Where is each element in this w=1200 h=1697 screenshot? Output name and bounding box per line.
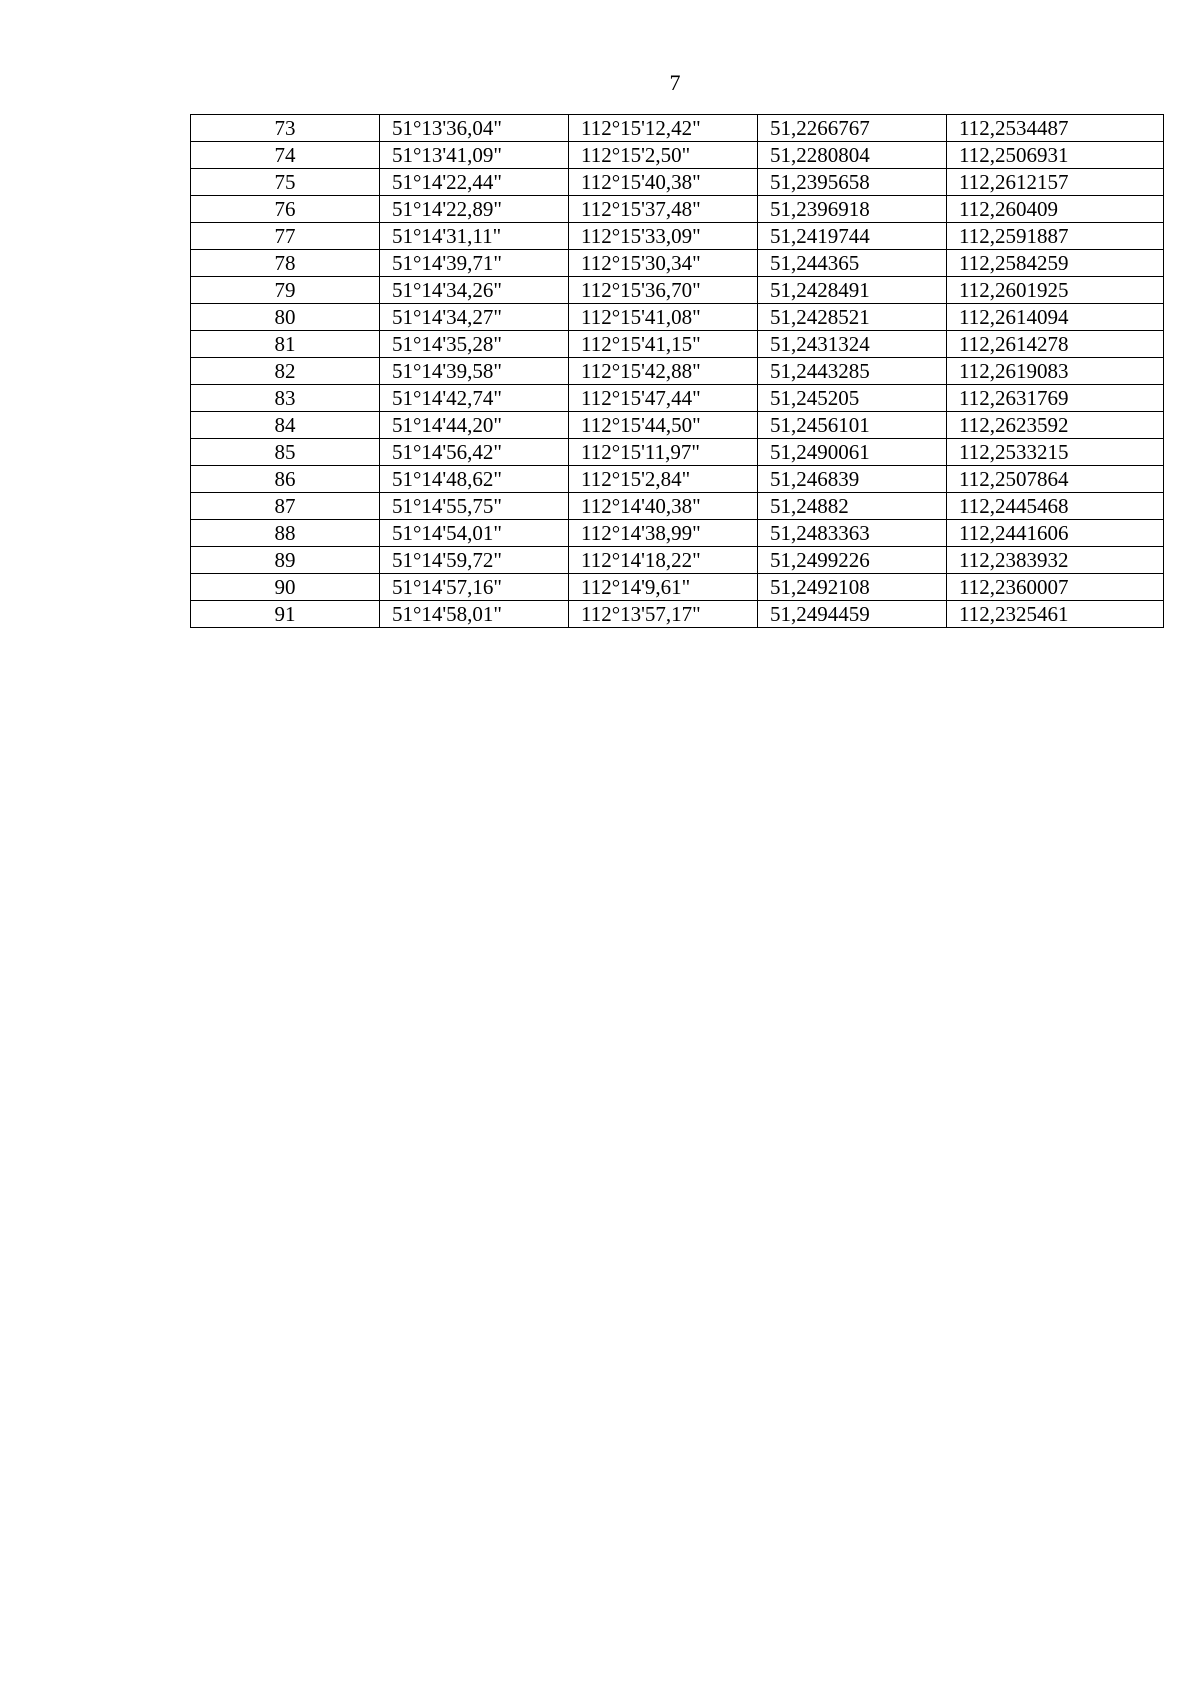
latitude-dms-cell: 51°14'59,72" — [380, 547, 569, 574]
point-number-cell: 87 — [191, 493, 380, 520]
latitude-decimal-cell: 51,2431324 — [758, 331, 947, 358]
point-number-cell: 74 — [191, 142, 380, 169]
longitude-dms-cell: 112°15'37,48" — [569, 196, 758, 223]
coordinates-table — [190, 114, 1164, 628]
point-number-cell: 73 — [191, 115, 380, 142]
longitude-decimal-cell: 112,2383932 — [947, 547, 1164, 574]
longitude-dms-cell: 112°14'18,22" — [569, 547, 758, 574]
latitude-decimal-cell: 51,2492108 — [758, 574, 947, 601]
point-number-cell: 82 — [191, 358, 380, 385]
table-row — [191, 115, 1164, 142]
table-row — [191, 196, 1164, 223]
table-row — [191, 304, 1164, 331]
latitude-dms-cell: 51°14'34,26" — [380, 277, 569, 304]
longitude-dms-cell: 112°15'42,88" — [569, 358, 758, 385]
latitude-decimal-cell: 51,2428491 — [758, 277, 947, 304]
table-row — [191, 574, 1164, 601]
latitude-dms-cell: 51°14'55,75" — [380, 493, 569, 520]
longitude-dms-cell: 112°14'38,99" — [569, 520, 758, 547]
latitude-dms-cell: 51°13'41,09" — [380, 142, 569, 169]
page-number: 7 — [669, 70, 681, 95]
longitude-decimal-cell: 112,2591887 — [947, 223, 1164, 250]
longitude-dms-cell: 112°14'9,61" — [569, 574, 758, 601]
table-row — [191, 493, 1164, 520]
table-row — [191, 412, 1164, 439]
longitude-decimal-cell: 112,2623592 — [947, 412, 1164, 439]
latitude-decimal-cell: 51,2396918 — [758, 196, 947, 223]
latitude-decimal-cell: 51,2483363 — [758, 520, 947, 547]
point-number-cell: 80 — [191, 304, 380, 331]
latitude-dms-cell: 51°13'36,04" — [380, 115, 569, 142]
latitude-dms-cell: 51°14'22,89" — [380, 196, 569, 223]
longitude-decimal-cell: 112,2584259 — [947, 250, 1164, 277]
point-number-cell: 76 — [191, 196, 380, 223]
longitude-decimal-cell: 112,2601925 — [947, 277, 1164, 304]
longitude-dms-cell: 112°15'2,50" — [569, 142, 758, 169]
latitude-decimal-cell: 51,245205 — [758, 385, 947, 412]
table-row — [191, 547, 1164, 574]
table-row — [191, 601, 1164, 628]
point-number-cell: 84 — [191, 412, 380, 439]
latitude-dms-cell: 51°14'39,71" — [380, 250, 569, 277]
point-number-cell: 91 — [191, 601, 380, 628]
point-number-cell: 85 — [191, 439, 380, 466]
point-number-cell: 88 — [191, 520, 380, 547]
latitude-decimal-cell: 51,2456101 — [758, 412, 947, 439]
point-number-cell: 79 — [191, 277, 380, 304]
longitude-decimal-cell: 112,2534487 — [947, 115, 1164, 142]
longitude-dms-cell: 112°14'40,38" — [569, 493, 758, 520]
latitude-decimal-cell: 51,2266767 — [758, 115, 947, 142]
latitude-dms-cell: 51°14'54,01" — [380, 520, 569, 547]
latitude-decimal-cell: 51,2490061 — [758, 439, 947, 466]
table-row — [191, 466, 1164, 493]
point-number-cell: 77 — [191, 223, 380, 250]
table-row — [191, 277, 1164, 304]
latitude-decimal-cell: 51,2419744 — [758, 223, 947, 250]
longitude-dms-cell: 112°15'44,50" — [569, 412, 758, 439]
latitude-decimal-cell: 51,2395658 — [758, 169, 947, 196]
longitude-dms-cell: 112°15'36,70" — [569, 277, 758, 304]
latitude-dms-cell: 51°14'39,58" — [380, 358, 569, 385]
longitude-dms-cell: 112°15'47,44" — [569, 385, 758, 412]
latitude-dms-cell: 51°14'44,20" — [380, 412, 569, 439]
longitude-decimal-cell: 112,2612157 — [947, 169, 1164, 196]
table-row — [191, 142, 1164, 169]
table-row — [191, 250, 1164, 277]
longitude-decimal-cell: 112,2325461 — [947, 601, 1164, 628]
longitude-decimal-cell: 112,2614278 — [947, 331, 1164, 358]
longitude-decimal-cell: 112,2614094 — [947, 304, 1164, 331]
longitude-decimal-cell: 112,2441606 — [947, 520, 1164, 547]
latitude-dms-cell: 51°14'35,28" — [380, 331, 569, 358]
longitude-decimal-cell: 112,260409 — [947, 196, 1164, 223]
longitude-dms-cell: 112°15'41,15" — [569, 331, 758, 358]
longitude-dms-cell: 112°15'40,38" — [569, 169, 758, 196]
table-row — [191, 331, 1164, 358]
point-number-cell: 81 — [191, 331, 380, 358]
latitude-dms-cell: 51°14'56,42" — [380, 439, 569, 466]
latitude-dms-cell: 51°14'48,62" — [380, 466, 569, 493]
longitude-decimal-cell: 112,2445468 — [947, 493, 1164, 520]
longitude-dms-cell: 112°15'11,97" — [569, 439, 758, 466]
latitude-decimal-cell: 51,244365 — [758, 250, 947, 277]
latitude-dms-cell: 51°14'57,16" — [380, 574, 569, 601]
longitude-dms-cell: 112°13'57,17" — [569, 601, 758, 628]
table-row — [191, 358, 1164, 385]
point-number-cell: 83 — [191, 385, 380, 412]
table-row — [191, 385, 1164, 412]
longitude-decimal-cell: 112,2619083 — [947, 358, 1164, 385]
coordinates-table-body — [191, 115, 1164, 628]
longitude-dms-cell: 112°15'30,34" — [569, 250, 758, 277]
latitude-dms-cell: 51°14'58,01" — [380, 601, 569, 628]
table-row — [191, 169, 1164, 196]
point-number-cell: 78 — [191, 250, 380, 277]
longitude-decimal-cell: 112,2533215 — [947, 439, 1164, 466]
latitude-decimal-cell: 51,2428521 — [758, 304, 947, 331]
longitude-dms-cell: 112°15'33,09" — [569, 223, 758, 250]
latitude-decimal-cell: 51,24882 — [758, 493, 947, 520]
longitude-dms-cell: 112°15'41,08" — [569, 304, 758, 331]
latitude-decimal-cell: 51,2443285 — [758, 358, 947, 385]
longitude-dms-cell: 112°15'2,84" — [569, 466, 758, 493]
latitude-decimal-cell: 51,2280804 — [758, 142, 947, 169]
longitude-decimal-cell: 112,2506931 — [947, 142, 1164, 169]
latitude-decimal-cell: 51,2494459 — [758, 601, 947, 628]
longitude-decimal-cell: 112,2360007 — [947, 574, 1164, 601]
latitude-decimal-cell: 51,246839 — [758, 466, 947, 493]
longitude-dms-cell: 112°15'12,42" — [569, 115, 758, 142]
table-row — [191, 223, 1164, 250]
latitude-decimal-cell: 51,2499226 — [758, 547, 947, 574]
point-number-cell: 75 — [191, 169, 380, 196]
longitude-decimal-cell: 112,2507864 — [947, 466, 1164, 493]
latitude-dms-cell: 51°14'34,27" — [380, 304, 569, 331]
longitude-decimal-cell: 112,2631769 — [947, 385, 1164, 412]
latitude-dms-cell: 51°14'31,11" — [380, 223, 569, 250]
table-row — [191, 520, 1164, 547]
point-number-cell: 86 — [191, 466, 380, 493]
point-number-cell: 89 — [191, 547, 380, 574]
table-row — [191, 439, 1164, 466]
point-number-cell: 90 — [191, 574, 380, 601]
latitude-dms-cell: 51°14'42,74" — [380, 385, 569, 412]
latitude-dms-cell: 51°14'22,44" — [380, 169, 569, 196]
